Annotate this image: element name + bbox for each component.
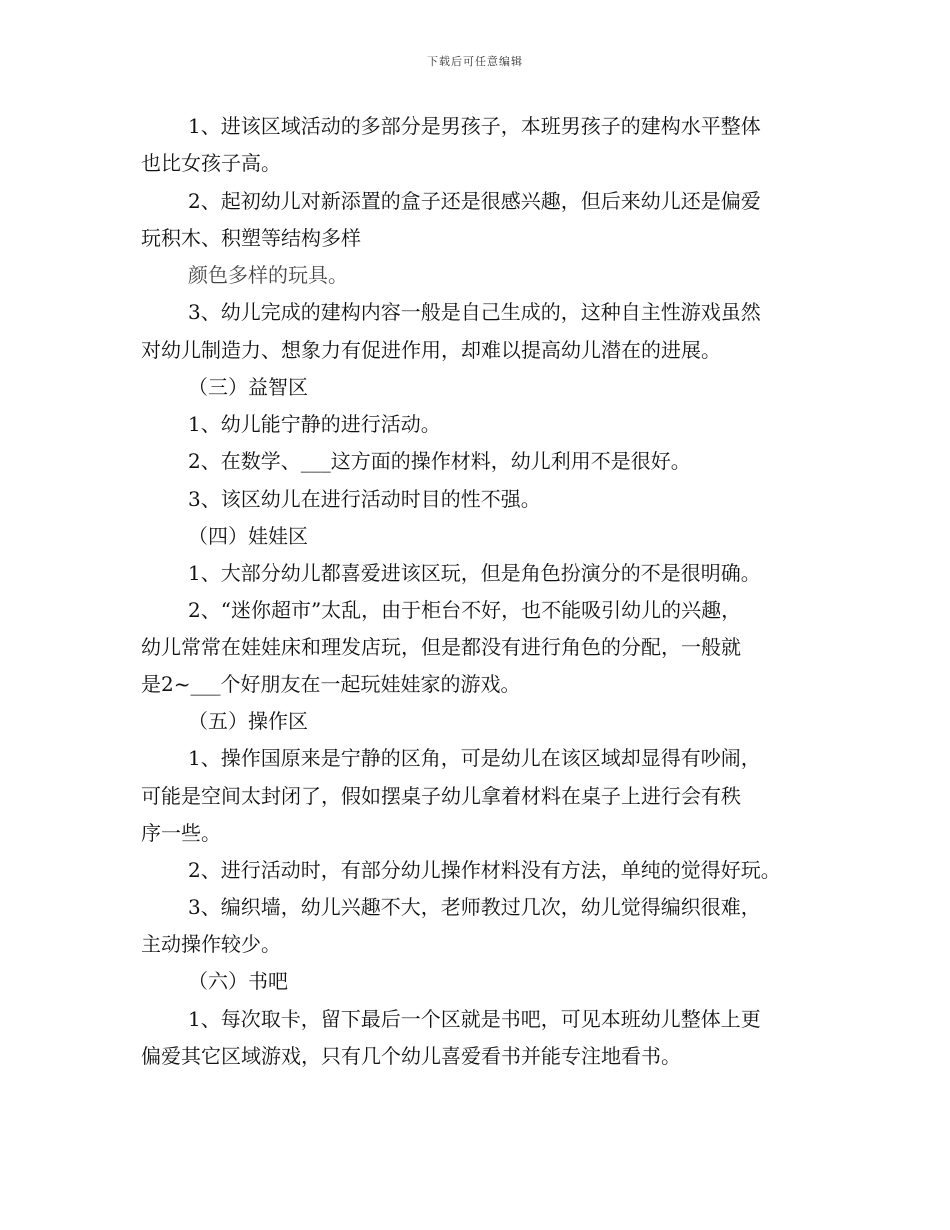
paragraph-line: 2、在数学、___这方面的操作材料，幼儿利用不是很好。	[188, 449, 691, 473]
paragraph-line: 幼儿常常在娃娃床和理发店玩，但是都没有进行角色的分配，一般就	[141, 635, 741, 659]
paragraph-line: 主动操作较少。	[141, 932, 281, 956]
paragraph-line: 1、操作国原来是宁静的区角，可是幼儿在该区域却显得有吵闹，	[188, 746, 761, 770]
paragraph-line: 也比女孩子高。	[141, 151, 281, 175]
paragraph-line: 2、“迷你超市”太乱，由于柜台不好，也不能吸引幼儿的兴趣，	[188, 598, 742, 622]
section-heading: （三）益智区	[188, 375, 308, 399]
paragraph-line: 2、进行活动时，有部分幼儿操作材料没有方法，单纯的觉得好玩。	[188, 858, 781, 882]
paragraph-line: 是2~___个好朋友在一起玩娃娃家的游戏。	[141, 672, 521, 696]
paragraph-line: 3、编织墙，幼儿兴趣不大，老师教过几次，幼儿觉得编织很难，	[188, 895, 761, 919]
paragraph-line: 偏爱其它区域游戏，只有几个幼儿喜爱看书并能专注地看书。	[141, 1044, 681, 1068]
page-header: 下载后可任意编辑	[427, 55, 523, 68]
section-heading: （四）娃娃区	[188, 524, 308, 548]
paragraph-line: 1、大部分幼儿都喜爱进该区玩，但是角色扮演分的不是很明确。	[188, 561, 761, 585]
paragraph-line: 3、幼儿完成的建构内容一般是自己生成的，这种自主性游戏虽然	[188, 300, 761, 324]
section-heading: （五）操作区	[188, 709, 308, 733]
paragraph-line: 颜色多样的玩具。	[188, 263, 348, 287]
paragraph-line: 序一些。	[141, 821, 221, 845]
paragraph-line: 可能是空间太封闭了，假如摆桌子幼儿拿着材料在桌子上进行会有秩	[141, 784, 741, 808]
paragraph-line: 1、幼儿能宁静的进行活动。	[188, 412, 441, 436]
paragraph-line: 对幼儿制造力、想象力有促进作用，却难以提高幼儿潜在的进展。	[141, 338, 721, 362]
paragraph-line: 1、进该区域活动的多部分是男孩子，本班男孩子的建构水平整体	[188, 114, 761, 138]
section-heading: （六）书吧	[188, 969, 288, 993]
paragraph-line: 2、起初幼儿对新添置的盒子还是很感兴趣，但后来幼儿还是偏爱	[188, 189, 761, 213]
paragraph-line: 3、该区幼儿在进行活动时目的性不强。	[188, 487, 541, 511]
paragraph-line: 玩积木、积塑等结构多样	[141, 226, 361, 250]
paragraph-line: 1、每次取卡，留下最后一个区就是书吧，可见本班幼儿整体上更	[188, 1007, 761, 1031]
